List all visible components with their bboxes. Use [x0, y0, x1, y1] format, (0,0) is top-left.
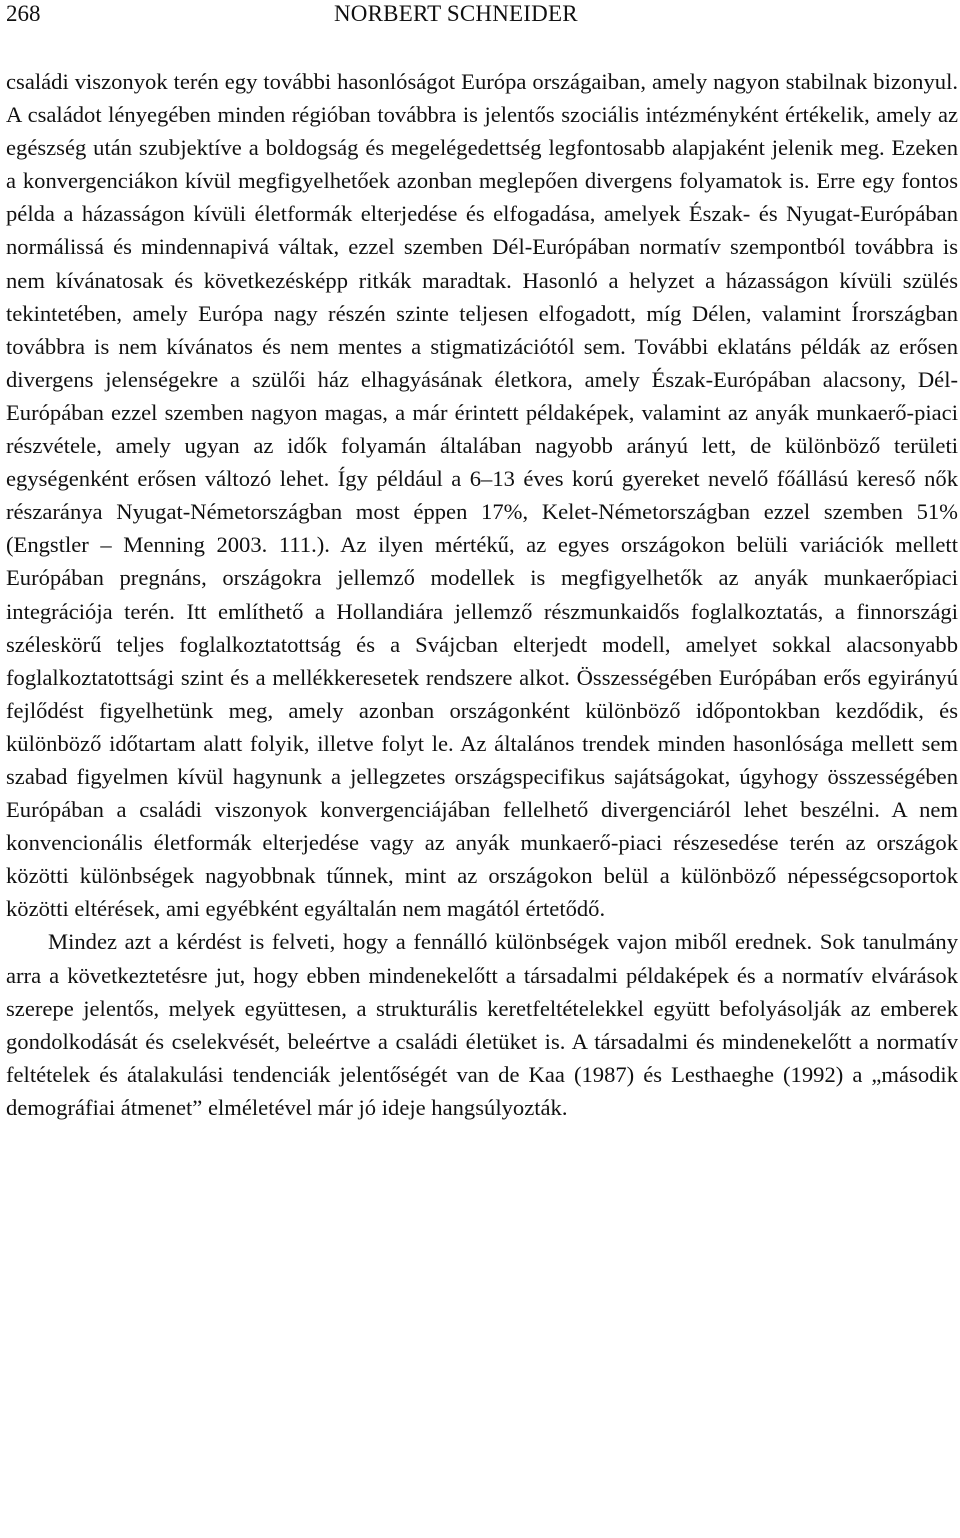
paragraph: családi viszonyok terén egy további hasonlóságot Európa országaiban, amely nagyon stabilnak bizonyul. A családot lényegében minden régióban továbbra is jelentős szociális intézményként értékelik, amely az egészség után szubjektíve a boldogság és megelégedettség legfontosabb alapjaként jelenik meg. Ezeken a konvergenciákon kívül megfigyelhetőek azonban meglepően divergens folyamatok is. Erre egy fontos példa a házasságon kívüli életformák elterjedése és elfogadása, amelyek Észak- és Nyugat-Európában normálissá és mindennapivá váltak, ezzel szemben Dél-Európában normatív szempontból továbbra is nem kívánatosak és következésképp ritkák maradtak. Hasonló a helyzet a házasságon kívüli szülés tekintetében, amely Európa nagy részén szinte teljesen elfogadott, míg Délen, valamint Írországban továbbra is nem kívánatos és nem mentes a stigmatizációtól sem. További eklatáns példák az erősen divergens jelenségekre a szülői ház elhagyásának életkora, amely Észak-Európában alacsony, Dél-Európában ezzel szemben nagyon magas, a már érintett példaképek, valamint az anyák munkaerő-piaci részvétele, amely ugyan az idők folyamán általában nagyobb arányú lett, de különböző területi egységenként erősen változó lehet. Így például a 6–13 éves korú gyereket nevelő főállású kereső nők részaránya Nyugat-Németországban most éppen 17%, Kelet-Németországban ezzel szemben 51% (Engstler – Menning 2003. 111.). Az ilyen mértékű, az egyes országokon belüli variációk mellett Európában pregnáns, országokra jellemző modellek is megfigyelhetők az anyák munkaerőpiaci integrációja terén. Itt említhető a Hollandiára jellemző részmunkaidős foglalkoztatás, a finnországi széleskörű teljes foglalkoztatottság és a Svájcban elterjedt modell, amelyet sokkal alacsonyabb foglalkoztatottsági szint és a mellékkeresetek rendszere alkot. Összességében Európában erős egyirányú fejlődést figyelhetünk meg, amely azonban országonként különböző időpontokban kezdődik, és különböző időtartam alatt folyik, illetve folyt le. Az általános trendek minden hasonlósága mellett sem szabad figyelmen kívül hagynunk a jellegzetes országspecifikus sajátságokat, úgyhogy összességében Európában a családi viszonyok konvergenciájában fellelhető divergenciáról lehet beszélni. A nem konvencionális életformák elterjedése vagy az anyák munkaerő-piaci részesedése terén az országok közötti különbségek nagyobbnak tűnnek, mint az országokon belül a különböző népességcsoportok közötti eltérések, ami egyébként egyáltalán nem magától értetődő.	[6, 69, 958, 922]
running-title: NORBERT SCHNEIDER	[334, 1, 578, 26]
page-number: 268	[6, 1, 41, 26]
body-text	[6, 65, 958, 1124]
running-head	[4, 0, 958, 30]
document-page	[4, 0, 958, 1120]
paragraph: Mindez azt a kérdést is felveti, hogy a fennálló különbségek vajon miből erednek. Sok tanulmány arra a következtetésre jut, hogy ebben mindenekelőtt a társadalmi példaképek és a normatív elvárások szerepe jelentős, melyek együttesen, a strukturális keretfeltételekkel együtt befolyásolják az emberek gondolkodását és cselekvését, beleértve a családi életüket is. A társadalmi és mindenekelőtt a normatív feltételek és átalakulási tendenciák jelentőségét van de Kaa (1987) és Lesthaeghe (1992) a „második demográfiai átmenet” elméletével már jó ideje hangsúlyozták.	[6, 929, 958, 1120]
